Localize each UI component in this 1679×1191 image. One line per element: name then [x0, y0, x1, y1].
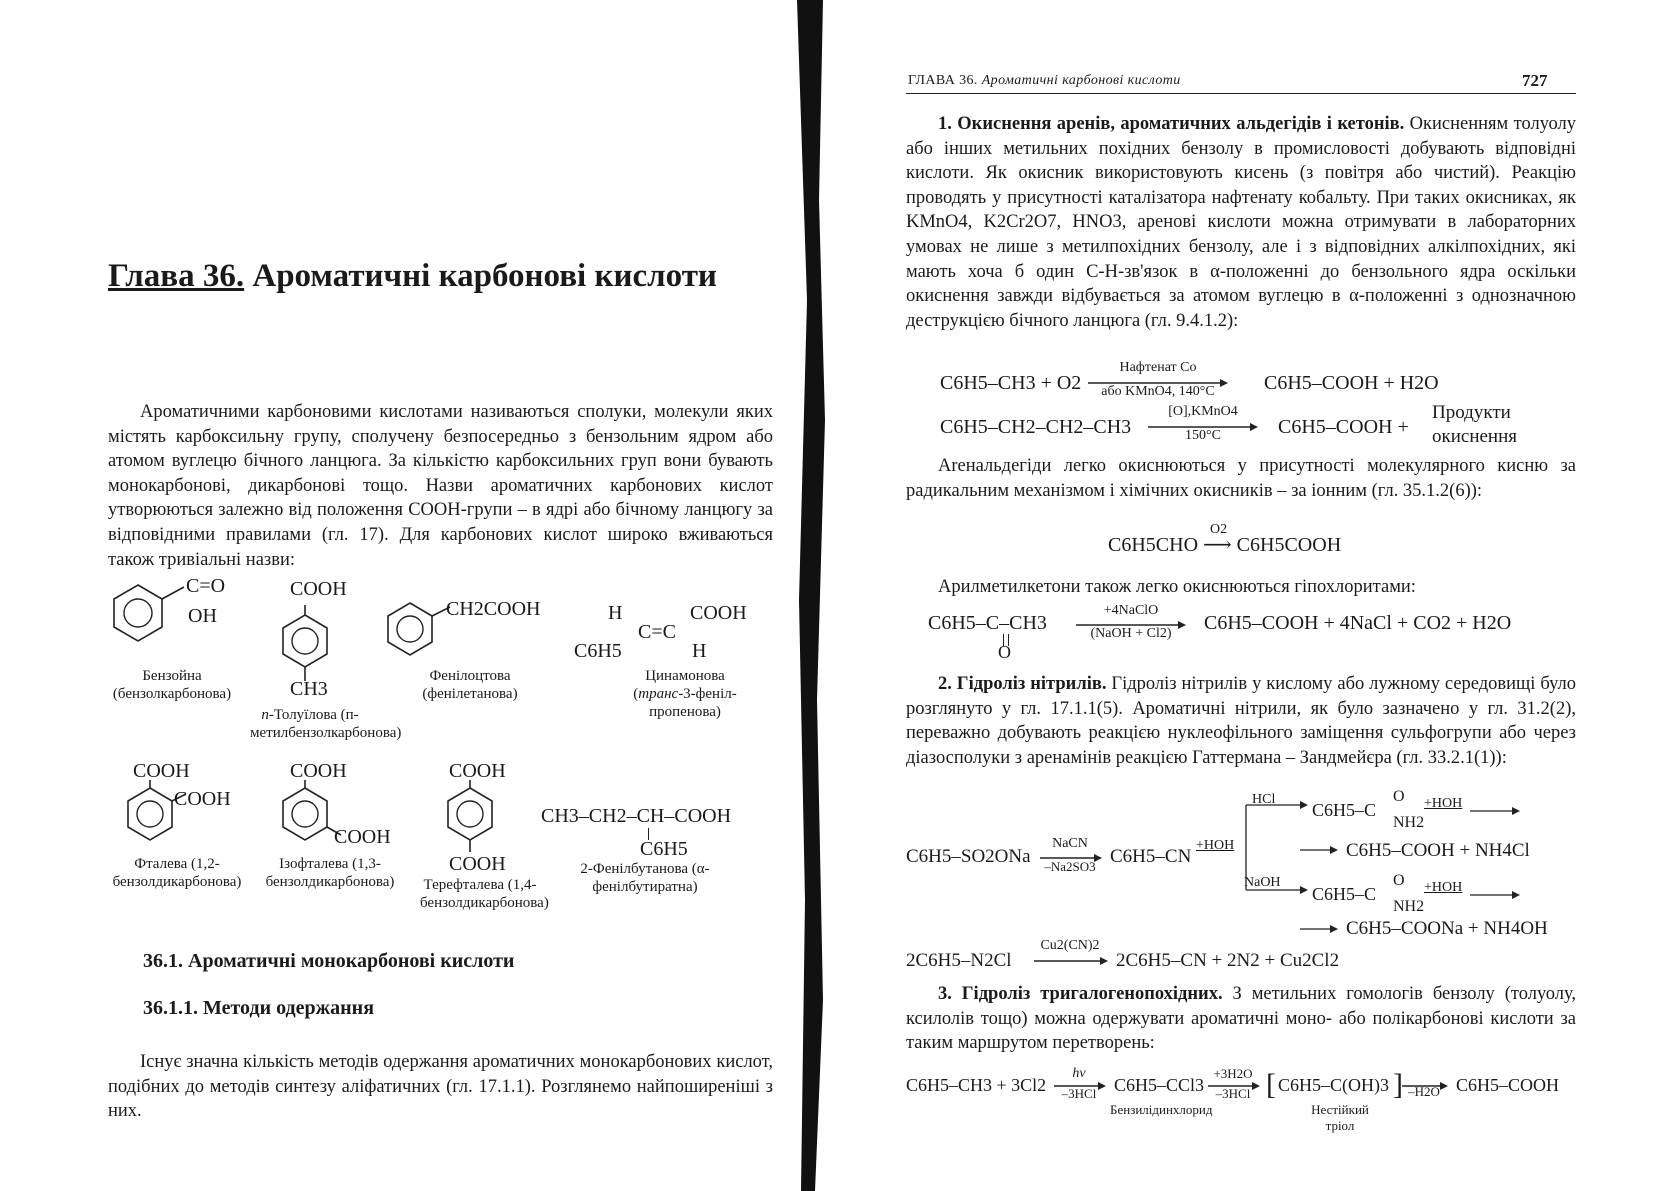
cinnamic-label: Цинамонова (транс-3-феніл-пропенова)	[633, 668, 737, 720]
cinnamic-h1: H	[608, 602, 623, 624]
eq6-l2-top: +3H2O	[1213, 1066, 1253, 1081]
scheme-nitrile: C6H5–CN	[1110, 846, 1192, 867]
eq6-note-1: Бензилідинхлорид	[1110, 1102, 1213, 1117]
phenylbutanoic-sub: C6H5	[640, 838, 688, 860]
eq6-bracket-open: [	[1266, 1068, 1276, 1101]
scheme-arrow1-bottom: –Na2SO3	[1044, 859, 1096, 874]
cinnamic-c6h5: C6H5	[574, 640, 622, 662]
paragraph-ketones: Арилметилкетони також легко окиснюються гіпохлоритами:	[938, 577, 1416, 597]
paragraph-trihalides-heading: 3. Гідроліз тригалогенопохідних.	[938, 984, 1223, 1004]
running-head-rule	[906, 93, 1576, 94]
eq6-c: C6H5–C(OH)3	[1278, 1075, 1389, 1095]
eq4-left: C6H5–C–CH3	[928, 612, 1047, 634]
toluic-ch3: CH3	[290, 678, 328, 700]
intro-paragraph: Ароматичними карбоновими кислотами називаються сполуки, молекули яких містять карбоксильну групу, сполучену безпосередньо з бензольним ядром або атомом вуглецю бічного ланцюга. За кількістю карбоксильних груп вони бувають монокарбонові, дикарбонові тощо. Назви ароматичних карбонових кислот утворюються залежно від положення СООН-групи – в ядрі або бічному ланцюгу за відповідними правилами (гл. 17). Для карбонових кислот широко вживаються також тривіальні назви:	[108, 402, 773, 570]
toluic-label-italic: п	[261, 707, 269, 723]
terephthalic-cooh-1: COOH	[449, 760, 506, 782]
scheme-naoh: NaOH	[1244, 875, 1281, 890]
cinnamic-label-italic: транс	[638, 686, 679, 702]
benzoic-formula-bottom: OH	[188, 605, 217, 627]
scheme-product-1: C6H5–COOH + NH4Cl	[1346, 840, 1530, 861]
methods-intro-paragraph: Існує значна кількість методів одержання ароматичних монокарбонових кислот, подібних до методів синтезу аліфатичних (гл. 17.1.1). Розглянемо найпоширеніші з них.	[108, 1052, 773, 1122]
toluic-label-text: -Толуїлова (п-метилбензолкарбонова)	[250, 707, 402, 741]
phthalic-cooh-1: COOH	[133, 760, 190, 782]
eq2-right: C6H5–COOH +	[1278, 416, 1409, 438]
isophthalic-cooh-2: COOH	[334, 826, 391, 848]
eq6-l2-bot: –3HCl	[1215, 1086, 1251, 1101]
phthalic-cooh-2: COOH	[174, 788, 231, 810]
chapter-number: Глава 36.	[108, 258, 245, 294]
terephthalic-label: Терефталева (1,4-бензолдикарбонова)	[420, 877, 549, 911]
eq6-l1-bot: –3HCl	[1061, 1086, 1097, 1101]
eq6-d: C6H5–COOH	[1456, 1075, 1560, 1095]
eq4-right: C6H5–COOH + 4NaCl + CO2 + H2O	[1204, 612, 1512, 634]
benzoic-label: Бензойна (бензолкарбонова)	[112, 668, 232, 702]
eq2-products-1: Продукти	[1432, 402, 1511, 423]
scheme-amide-2-o: O	[1393, 872, 1405, 889]
eq2-label-bottom: 150°C	[1185, 428, 1221, 443]
eq6-note-2: Нестійкий тріол	[1311, 1102, 1369, 1133]
eq1-label-bottom: або KMnO4, 140°C	[1101, 384, 1215, 399]
diazo-arrow	[1034, 956, 1108, 966]
scheme-amide-1: C6H5–C	[1312, 800, 1377, 820]
benzoic-formula-top: C=O	[186, 575, 226, 597]
isophthalic-cooh-1: COOH	[290, 760, 347, 782]
scheme-product-2: C6H5–COONa + NH4OH	[1346, 918, 1548, 939]
paragraph-oxidation-heading: 1. Окиснення аренів, ароматичних альдегідів і кетонів.	[938, 114, 1405, 134]
eq4-label-bottom: (NaOH + Cl2)	[1090, 626, 1172, 641]
eq1-label-top: Нафтенат Co	[1119, 360, 1197, 375]
toluic-ring	[265, 605, 345, 685]
phthalic-label: Фталева (1,2-бензолдикарбонова)	[112, 856, 242, 890]
scheme-hoh: +HOH	[1196, 838, 1235, 853]
eq1-left: C6H5–CH3 + O2	[940, 372, 1082, 394]
eq2-label-top: [O],KMnO4	[1168, 404, 1238, 419]
scheme-hoh-3: +HOH	[1424, 880, 1463, 895]
diazo-right: 2C6H5–CN + 2N2 + Cu2Cl2	[1116, 950, 1340, 971]
phenylacetic-formula: CH2COOH	[446, 598, 541, 620]
paragraph-aldehydes: Arенальдегіди легко окиснюються у присутності молекулярного кисню за радикальним механізмом і хімічних окисників – за іонним (гл. 35.1.2(6)):	[906, 456, 1576, 501]
eq3: C6H5CHO ⟶ C6H5COOH	[1108, 534, 1342, 556]
book-gutter-shadow	[795, 0, 835, 1191]
scheme-hoh-2: +HOH	[1424, 796, 1463, 811]
eq4-label-top: +4NaClO	[1103, 603, 1159, 618]
paragraph-nitriles	[906, 672, 1576, 770]
chapter-title	[108, 258, 717, 295]
scheme-amide-1-o: O	[1393, 788, 1405, 805]
cinnamic-label-2: -3-феніл-пропенова)	[649, 686, 737, 720]
eq3-label: O2	[1210, 522, 1228, 537]
paragraph-nitriles-heading: 2. Гідроліз нітрилів.	[938, 674, 1107, 694]
terephthalic-cooh-2: COOH	[449, 853, 506, 875]
paragraph-trihalides-text: З метильних гомологів бензолу (толуолу, ксилолів тощо) можна одержувати ароматичні моно- або полікарбонові кислоти за таким маршрутом перетворень:	[906, 984, 1576, 1054]
eq1-right: C6H5–COOH + H2O	[1264, 372, 1439, 394]
eq6-b: C6H5–CCl3	[1114, 1075, 1205, 1095]
chapter-name: Ароматичні карбонові кислоти	[244, 258, 717, 294]
section-36-1-heading: 36.1. Ароматичні монокарбонові кислоти	[143, 950, 515, 972]
running-head-title: Ароматичні карбонові кислоти	[981, 73, 1181, 88]
terephthalic-ring	[430, 780, 510, 860]
phenylacetic-label: Фенілоцтова (фенілетанова)	[422, 668, 518, 702]
cinnamic-cooh: COOH	[690, 602, 747, 624]
paragraph-oxidation-text: Окисненням толуолу або інших метильних похідних бензолу в промисловості добувають відповідні кислоти. Як окисник використовують кисень (з повітря або чистий). Реакцію проводять у присутності каталізатора нафтенату кобальту. При таких окисниках, як KMnO4, K2Cr2O7, HNO3, аренові кислоти можна отримувати в лабораторних умовах не лише з метилпохідних бензолу, але і з відповідних алкілпохідних, які мають хоча б один С-Н-зв'язок в α-положенні до бензольного ядра оскільки окиснення завжди відбувається за атомом вуглецю в α-положенні з однозначною деструкцією бічного ланцюга (гл. 9.4.1.2):	[906, 114, 1576, 331]
eq6-l3: –H2O	[1408, 1084, 1440, 1099]
eq6-arrow3	[1402, 1081, 1448, 1091]
toluic-cooh: COOH	[290, 578, 347, 600]
scheme-amide-2: C6H5–C	[1312, 884, 1377, 904]
toluic-label	[250, 706, 402, 742]
page-number: 727	[1522, 71, 1548, 90]
scheme-hcl: HCl	[1252, 792, 1276, 807]
paragraph-nitriles-text: Гідроліз нітрилів у кислому або лужному середовищі було розглянуто у гл. 17.1.1(5). Ароматичні нітрили, як було зазначено у гл. 31.2(2), переважно добувають реакцією нуклеофільного заміщення сульфогрупи або через діазосполуки з аренамінів реакцією Гаттермана – Зандмейєра (гл. 33.2.1(1)):	[906, 674, 1576, 768]
cinnamic-double-bond: C=C	[638, 621, 676, 643]
eq4-oxygen: O	[998, 642, 1011, 662]
paragraph-trihalides	[906, 982, 1576, 1056]
eq6-l1-top: hν	[1072, 1066, 1086, 1081]
phenylbutanoic-label: 2-Фенілбутанова (α-фенілбутиратна)	[580, 861, 710, 895]
diazo-left: 2C6H5–N2Cl	[906, 950, 1012, 971]
eq2-products-2: окиснення	[1432, 426, 1518, 447]
scheme-amide-1-nh2: NH2	[1393, 814, 1425, 831]
scheme-start: C6H5–SO2ONa	[906, 846, 1031, 867]
diazo-label: Cu2(CN)2	[1040, 938, 1100, 953]
running-head	[908, 73, 1181, 89]
cinnamic-h2: H	[692, 640, 707, 662]
paragraph-oxidation	[906, 112, 1576, 333]
left-page	[0, 0, 800, 1191]
eq6-a: C6H5–CH3 + 3Cl2	[906, 1075, 1047, 1095]
running-head-prefix: ГЛАВА 36.	[908, 73, 978, 88]
isophthalic-label: Ізофталева (1,3-бензолдикарбонова)	[265, 856, 395, 890]
scheme-arrow1-top: NaCN	[1052, 836, 1088, 851]
scheme-amide-2-nh2: NH2	[1393, 898, 1425, 915]
eq6-bracket-close: ]	[1393, 1068, 1403, 1101]
eq2-left: C6H5–CH2–CH2–CH3	[940, 416, 1132, 438]
cinnamic-label-1: Цинамонова	[645, 668, 725, 684]
phenylbutanoic-formula: CH3–CH2–CH–COOH	[541, 805, 732, 827]
section-36-1-1-heading: 36.1.1. Методи одержання	[143, 997, 375, 1019]
